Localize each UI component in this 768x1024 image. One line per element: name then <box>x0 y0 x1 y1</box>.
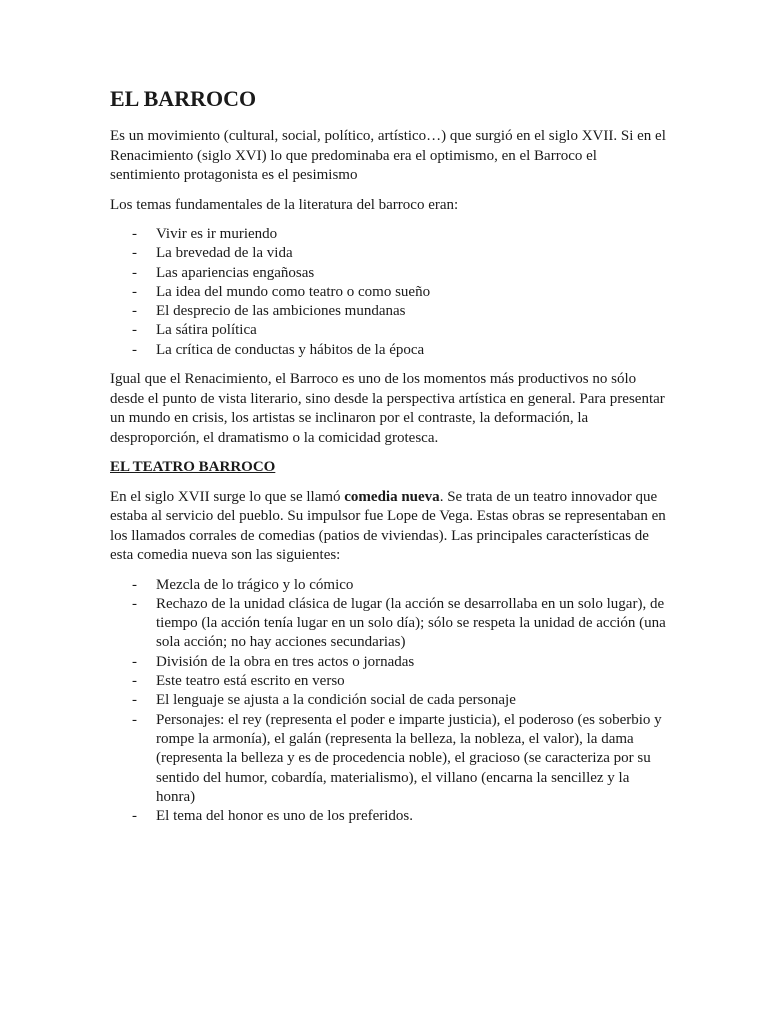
bullet-dash: - <box>132 322 137 339</box>
intro-paragraph: Es un movimiento (cultural, social, político, artístico…) que surgió en el siglo XVII. Si en el Renacimiento (siglo XVI) lo que predominaba era el optimismo, en el Barroco el sentimiento protagonista es el pesimismo <box>110 128 666 183</box>
bullet-dash: - <box>132 595 137 612</box>
bullet-dash: - <box>132 673 137 690</box>
list-item: - Este teatro está escrito en verso <box>110 672 670 691</box>
bullet-dash: - <box>132 283 137 300</box>
list-item: - La idea del mundo como teatro o como sueño <box>110 283 670 302</box>
bullet-dash: - <box>132 692 137 709</box>
document-title: EL BARROCO <box>110 86 257 111</box>
bullet-dash: - <box>132 264 137 281</box>
list-item: - El desprecio de las ambiciones mundanas <box>110 302 670 321</box>
list-item: - Personajes: el rey (representa el poder e imparte justicia), el poderoso (es soberbio y rompe la armonía), el galán (representa la belleza, la nobleza, el valor), la dama (representa la belleza y es de procedencia noble), el gracioso (se caracteriza por su sentido del humor, cobardía, materialismo), el villano (encarna la sencillez y la honra) <box>132 711 662 805</box>
theatre-heading: EL TEATRO BARROCO <box>110 459 276 476</box>
theatre-intro-paragraph: En el siglo XVII surge lo que se llamó comedia nueva. Se trata de un teatro innovador que estaba al servicio del pueblo. Su impulsor fue Lope de Vega. Estas obras se representaban en los llamados corrales de comedias (patios de viviendas). Las principales características de esta comedia nueva son las siguientes: <box>110 488 666 564</box>
themes-list <box>110 225 670 360</box>
bullet-dash: - <box>132 245 137 262</box>
list-item: - La crítica de conductas y hábitos de la época <box>110 341 670 360</box>
list-item: - La brevedad de la vida <box>110 244 670 263</box>
features-list <box>110 576 670 827</box>
document-page <box>110 85 670 836</box>
art-paragraph: Igual que el Renacimiento, el Barroco es uno de los momentos más productivos no sólo desde el punto de vista literario, sino desde la perspectiva artística en general. Para presentar un mundo en crisis, los artistas se inclinaron por el contraste, la deformación, la desproporción, el dramatismo o la comicidad grotesca. <box>110 371 665 446</box>
bullet-dash: - <box>132 653 137 670</box>
comedia-nueva-term: comedia nueva <box>344 488 440 505</box>
list-item: - Las apariencias engañosas <box>110 264 670 283</box>
bullet-dash: - <box>132 576 137 593</box>
list-item: - Vivir es ir muriendo <box>110 225 670 244</box>
list-item: - División de la obra en tres actos o jornadas <box>110 653 670 672</box>
list-item: - El tema del honor es uno de los preferidos. <box>110 807 670 826</box>
list-item: - Mezcla de lo trágico y lo cómico <box>110 576 670 595</box>
bullet-dash: - <box>132 303 137 320</box>
themes-intro: Los temas fundamentales de la literatura del barroco eran: <box>110 196 459 213</box>
bullet-dash: - <box>132 711 137 728</box>
list-item: - La sátira política <box>110 321 670 340</box>
list-item: - Rechazo de la unidad clásica de lugar (la acción se desarrollaba en un solo lugar), de tiempo (la acción tenía lugar en un solo día); sólo se respeta la unidad de acción (una sola acción; no hay acciones secundarias) <box>132 595 666 651</box>
list-item: - El lenguaje se ajusta a la condición social de cada personaje <box>110 691 670 710</box>
bullet-dash: - <box>132 226 137 242</box>
bullet-dash: - <box>132 341 137 358</box>
bullet-dash: - <box>132 808 137 825</box>
